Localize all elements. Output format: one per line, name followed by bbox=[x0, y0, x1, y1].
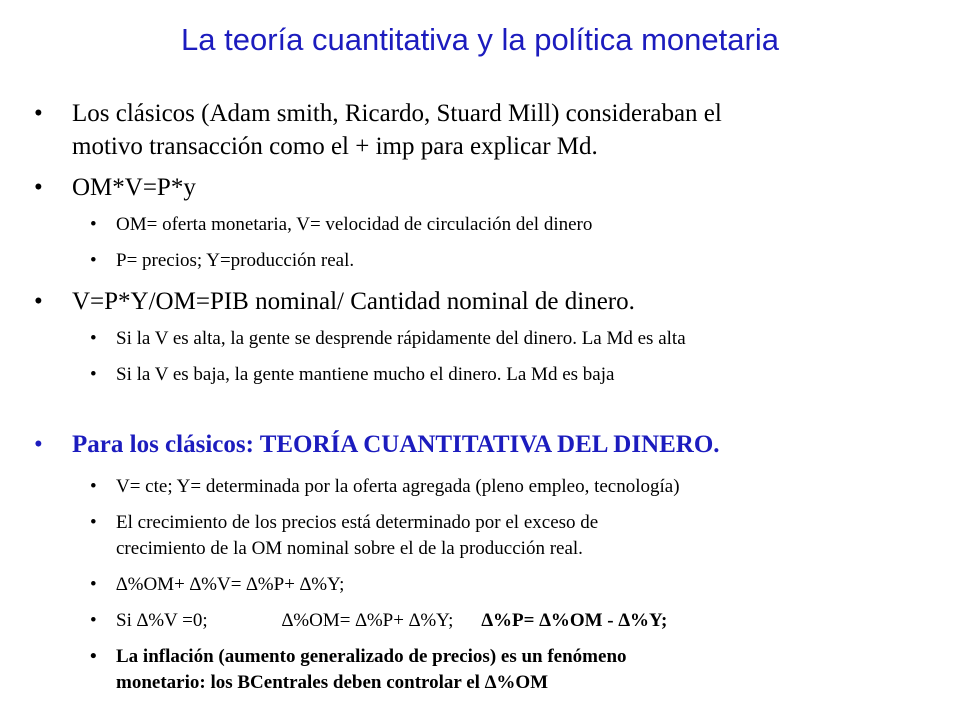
bullet-text: Para los clásicos: TEORÍA CUANTITATIVA DEL DINERO. bbox=[72, 431, 720, 458]
bullet-text: motivo transacción como el + imp para explicar Md. bbox=[72, 133, 598, 160]
bullet-text: OM*V=P*y bbox=[72, 174, 196, 201]
bullet-dot: • bbox=[90, 610, 97, 631]
equation-text: ∆%OM= ∆%P+ ∆%Y; bbox=[281, 610, 454, 631]
subbullet-text: La inflación (aumento generalizado de precios) es un fenómeno bbox=[116, 646, 627, 667]
bullet-text: V=P*Y/OM=PIB nominal/ Cantidad nominal de dinero. bbox=[72, 288, 635, 315]
bullet-dot: • bbox=[34, 100, 43, 127]
subbullet-text: Si la V es alta, la gente se desprende rápidamente del dinero. La Md es alta bbox=[116, 328, 686, 349]
subbullet-text: crecimiento de la OM nominal sobre el de la producción real. bbox=[116, 538, 583, 559]
result-equation: ∆%P= ∆%OM - ∆%Y; bbox=[481, 610, 668, 631]
bullet-dot: • bbox=[90, 214, 97, 235]
subbullet-text: Si la V es baja, la gente mantiene mucho el dinero. La Md es baja bbox=[116, 364, 615, 385]
bullet-dot: • bbox=[90, 328, 97, 349]
bullet-dot: • bbox=[90, 646, 97, 667]
slide-title: La teoría cuantitativa y la política monetaria bbox=[181, 22, 779, 57]
subbullet-text: P= precios; Y=producción real. bbox=[116, 250, 355, 271]
bullet-dot: • bbox=[34, 174, 43, 201]
bullet-dot: • bbox=[90, 476, 97, 497]
subbullet-text: El crecimiento de los precios está determinado por el exceso de bbox=[116, 512, 599, 533]
bullet-dot: • bbox=[90, 364, 97, 385]
subbullet-text: OM= oferta monetaria, V= velocidad de circulación del dinero bbox=[116, 214, 593, 235]
subbullet-text: monetario: los BCentrales deben controlar el ∆%OM bbox=[116, 672, 549, 693]
subbullet-text bbox=[116, 608, 936, 634]
bullet-dot: • bbox=[90, 512, 97, 533]
subbullet-text: ∆%OM+ ∆%V= ∆%P+ ∆%Y; bbox=[116, 574, 345, 595]
bullet-dot: • bbox=[90, 574, 97, 595]
bullet-dot: • bbox=[90, 250, 97, 271]
bullet-dot: • bbox=[34, 431, 43, 458]
bullet-dot: • bbox=[34, 288, 43, 315]
condition-text: Si ∆%V =0; bbox=[116, 610, 208, 631]
subbullet-text: V= cte; Y= determinada por la oferta agregada (pleno empleo, tecnología) bbox=[116, 476, 680, 497]
bullet-text: Los clásicos (Adam smith, Ricardo, Stuard Mill) consideraban el bbox=[72, 100, 722, 127]
